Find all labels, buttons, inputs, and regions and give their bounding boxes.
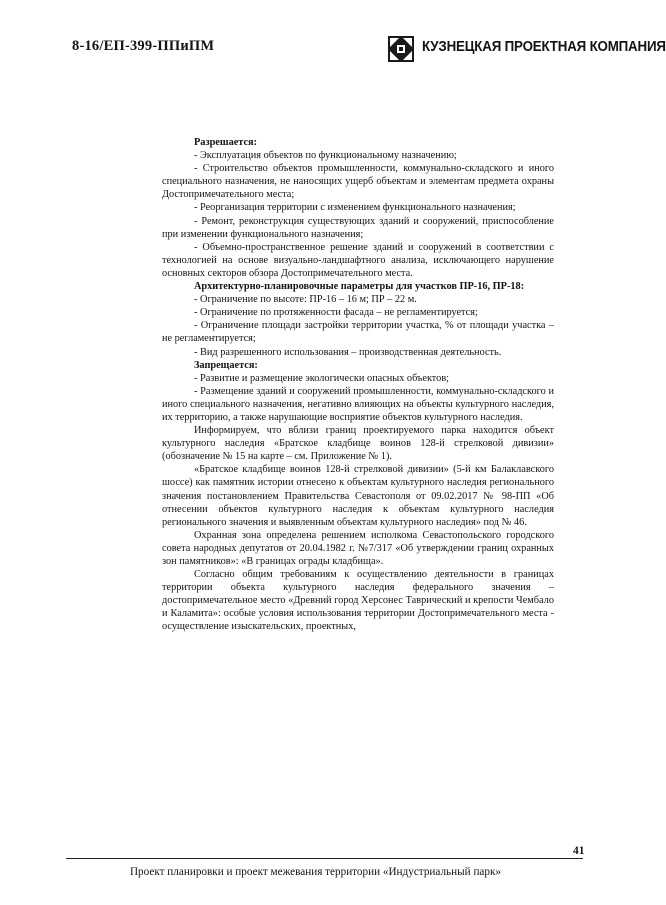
footer-caption: Проект планировки и проект межевания территории «Индустриальный парк» <box>129 866 502 878</box>
paragraph: Информируем, что вблизи границ проектируемого парка находится объект культурного наследия «Братское кладбище воинов 128-й стрелковой дивизии» (обозначение № 15 на карте – см. Приложение № 1). <box>162 425 554 463</box>
paragraph: - Размещение зданий и сооружений промышленности, коммунально-складского и иного специального назначения, негативно влияющих на объекты культурного наследия, их территорию, а также нарушающие восприятие объектов культурного наследия. <box>162 385 554 423</box>
paragraph: - Эксплуатация объектов по функциональному назначению; <box>194 150 457 162</box>
document-body <box>162 136 554 634</box>
paragraph: Охранная зона определена решением исполкома Севастопольского городского совета народных депутатов от 20.04.1982 г. №7/317 «Об утверждении границ охранных зон памятников»: «В границах ограды кладбища». <box>162 529 554 567</box>
page-number: 41 <box>573 845 585 857</box>
document-code: 8-16/ЕП-399-ППиПМ <box>72 38 215 54</box>
paragraph: Согласно общим требованиям к осуществлению деятельности в границах территории объекта культурного наследия федерального значения – достопримечательное место «Древний город Херсонес Таврический и крепости Чембало и Каламита»: особые условия использования территории Достопримечательного места - осуществление изыскательских, проектных, <box>162 569 554 633</box>
paragraph: - Строительство объектов промышленности, коммунально-складского и иного специального назначения, не наносящих ущерб объектам и элементам предмета охраны Достопримечательного места; <box>162 163 554 201</box>
paragraph: - Ограничение по протяженности фасада – не регламентируется; <box>194 307 478 319</box>
footer-divider <box>66 858 583 859</box>
allowed-heading: Разрешается: <box>194 137 258 148</box>
paragraph: - Реорганизация территории с изменением функционального назначения; <box>194 202 516 214</box>
paragraph: - Вид разрешенного использования – производственная деятельность. <box>194 346 502 358</box>
paragraph: - Ограничение площади застройки территории участка, % от площади участка – не регламентируется; <box>162 320 554 345</box>
parameters-heading: Архитектурно-планировочные параметры для участков ПР-16, ПР-18: <box>194 281 525 293</box>
forbidden-heading: Запрещается: <box>194 359 258 371</box>
company-logo-icon <box>388 36 414 62</box>
paragraph: - Объемно-пространственное решение зданий и сооружений в соответствии с технологией на основе визуально-ландшафтного анализа, исключающего нарушение основных секторов обзора Достопримечательного места. <box>162 241 554 279</box>
page-header <box>70 34 666 64</box>
paragraph: «Братское кладбище воинов 128-й стрелковой дивизии» (5-й км Балаклавского шоссе) как памятник истории отнесено к объектам культурного наследия регионального значения постановлением Правительства Севастополя от 09.02.2017 № 98-ПП «Об отнесении объектов культурного наследия к объектам культурного наследия регионального значения и выявленным объектам культурного наследия» под № 46. <box>162 464 554 528</box>
paragraph: - Ограничение по высоте: ПР-16 – 16 м; ПР – 22 м. <box>194 294 417 306</box>
company-name: КУЗНЕЦКАЯ ПРОЕКТНАЯ КОМПАНИЯ <box>422 39 666 55</box>
paragraph: - Ремонт, реконструкция существующих зданий и сооружений, приспособление при изменении функционального назначения; <box>162 215 554 240</box>
paragraph: - Развитие и размещение экологически опасных объектов; <box>194 372 450 384</box>
